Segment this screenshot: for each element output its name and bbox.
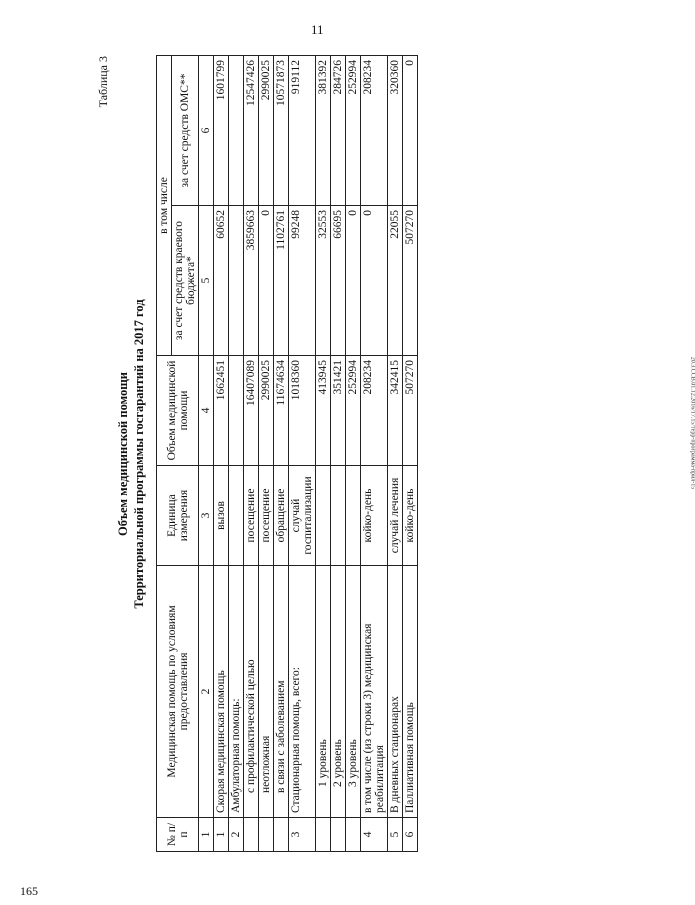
column-number: 6 — [199, 56, 214, 206]
unit: вызов — [214, 466, 229, 566]
care-type: 2 уровень — [331, 566, 346, 818]
header-including: в том числе — [157, 56, 172, 356]
header-unit: Единица измерения — [157, 466, 199, 566]
volume-oms: 12547426 — [244, 56, 259, 206]
unit — [316, 466, 331, 566]
row-number — [331, 818, 346, 852]
unit: случай лечения — [388, 466, 403, 566]
care-type: с профилактической целью — [244, 566, 259, 818]
row-number: 3 — [289, 818, 316, 852]
care-type: Скорая медицинская помощь — [214, 566, 229, 818]
volume-oms: 10571873 — [274, 56, 289, 206]
row-number: 4 — [361, 818, 388, 852]
header-volume: Объем медицинской помощи — [157, 356, 199, 466]
column-number: 5 — [199, 206, 214, 356]
care-volume-table — [156, 55, 418, 852]
volume-budget: 1102761 — [274, 206, 289, 356]
table-row — [214, 56, 229, 852]
row-number — [244, 818, 259, 852]
volume-total: 16407089 — [244, 356, 259, 466]
table-row — [229, 56, 244, 852]
table-row — [316, 56, 331, 852]
unit: посещение — [259, 466, 274, 566]
volume-total: 11674634 — [274, 356, 289, 466]
volume-total: 1018360 — [289, 356, 316, 466]
volume-oms: 2990025 — [259, 56, 274, 206]
volume-budget: 0 — [346, 206, 361, 356]
volume-oms: 919112 — [289, 56, 316, 206]
volume-oms: 320360 — [388, 56, 403, 206]
volume-total: 252994 — [346, 356, 361, 466]
row-number — [316, 818, 331, 852]
volume-total: 2990025 — [259, 356, 274, 466]
side-file-code: 20.3.ССВ.01.12.2016/17.15/терр-программа-прил-15 — [689, 356, 695, 490]
table-row — [289, 56, 316, 852]
care-type: в том числе (из строки 3) медицинская реабилитация — [361, 566, 388, 818]
volume-oms: 381392 — [316, 56, 331, 206]
row-number — [274, 818, 289, 852]
table-row — [361, 56, 388, 852]
volume-budget: 99248 — [289, 206, 316, 356]
volume-oms — [229, 56, 244, 206]
document-subtitle: Территориальной программы госгарантий на 2017 год — [132, 299, 146, 609]
row-number: 1 — [214, 818, 229, 852]
care-type: В дневных стационарах — [388, 566, 403, 818]
volume-total: 342415 — [388, 356, 403, 466]
unit — [229, 466, 244, 566]
volume-budget: 66695 — [331, 206, 346, 356]
table-row — [259, 56, 274, 852]
table-row — [244, 56, 259, 852]
volume-budget: 0 — [259, 206, 274, 356]
header-row-1 — [157, 56, 172, 852]
column-number: 3 — [199, 466, 214, 566]
volume-total: 413945 — [316, 356, 331, 466]
header-care: Медицинская помощь по условиям предоставления — [157, 566, 199, 818]
table-row — [403, 56, 418, 852]
rotated-table-sheet — [96, 48, 616, 860]
volume-budget: 22055 — [388, 206, 403, 356]
care-type: 1 уровень — [316, 566, 331, 818]
row-number — [259, 818, 274, 852]
volume-budget: 32553 — [316, 206, 331, 356]
volume-total: 351421 — [331, 356, 346, 466]
volume-total — [229, 356, 244, 466]
volume-budget — [229, 206, 244, 356]
volume-budget: 0 — [361, 206, 388, 356]
row-number — [346, 818, 361, 852]
care-type: 3 уровень — [346, 566, 361, 818]
care-type: Амбулаторная помощь: — [229, 566, 244, 818]
care-type: в связи с заболеванием — [274, 566, 289, 818]
column-number: 4 — [199, 356, 214, 466]
header-num: № п/п — [157, 818, 199, 852]
table-row — [388, 56, 403, 852]
care-type: Стационарная помощь, всего: — [289, 566, 316, 818]
volume-oms: 252994 — [346, 56, 361, 206]
document-title: Объем медицинской помощи — [116, 372, 130, 536]
row-number: 5 — [388, 818, 403, 852]
volume-total: 507270 — [403, 356, 418, 466]
row-number: 2 — [229, 818, 244, 852]
unit — [331, 466, 346, 566]
header-budget: за счет средств краевого бюджета* — [172, 206, 199, 356]
volume-oms: 208234 — [361, 56, 388, 206]
unit: посещение — [244, 466, 259, 566]
page-number-top: 11 — [311, 22, 324, 37]
unit: койко-день — [361, 466, 388, 566]
volume-budget: 3859663 — [244, 206, 259, 356]
volume-total: 1662451 — [214, 356, 229, 466]
volume-oms: 284726 — [331, 56, 346, 206]
header-oms: за счет средств ОМС** — [172, 56, 199, 206]
page-number-bottom: 165 — [20, 884, 38, 898]
care-type: неотложная — [259, 566, 274, 818]
unit: случай госпитализации — [289, 466, 316, 566]
table-row — [331, 56, 346, 852]
column-number-row — [199, 56, 214, 852]
volume-budget: 507270 — [403, 206, 418, 356]
table-row — [274, 56, 289, 852]
column-number: 2 — [199, 566, 214, 818]
volume-budget: 60652 — [214, 206, 229, 356]
volume-oms: 1601799 — [214, 56, 229, 206]
table-row — [346, 56, 361, 852]
volume-total: 208234 — [361, 356, 388, 466]
unit — [346, 466, 361, 566]
care-type: Паллиативная помощь — [403, 566, 418, 818]
row-number: 6 — [403, 818, 418, 852]
unit: обращение — [274, 466, 289, 566]
unit: койко-день — [403, 466, 418, 566]
table-label: Таблица 3 — [96, 56, 110, 108]
volume-oms: 0 — [403, 56, 418, 206]
column-number: 1 — [199, 818, 214, 852]
